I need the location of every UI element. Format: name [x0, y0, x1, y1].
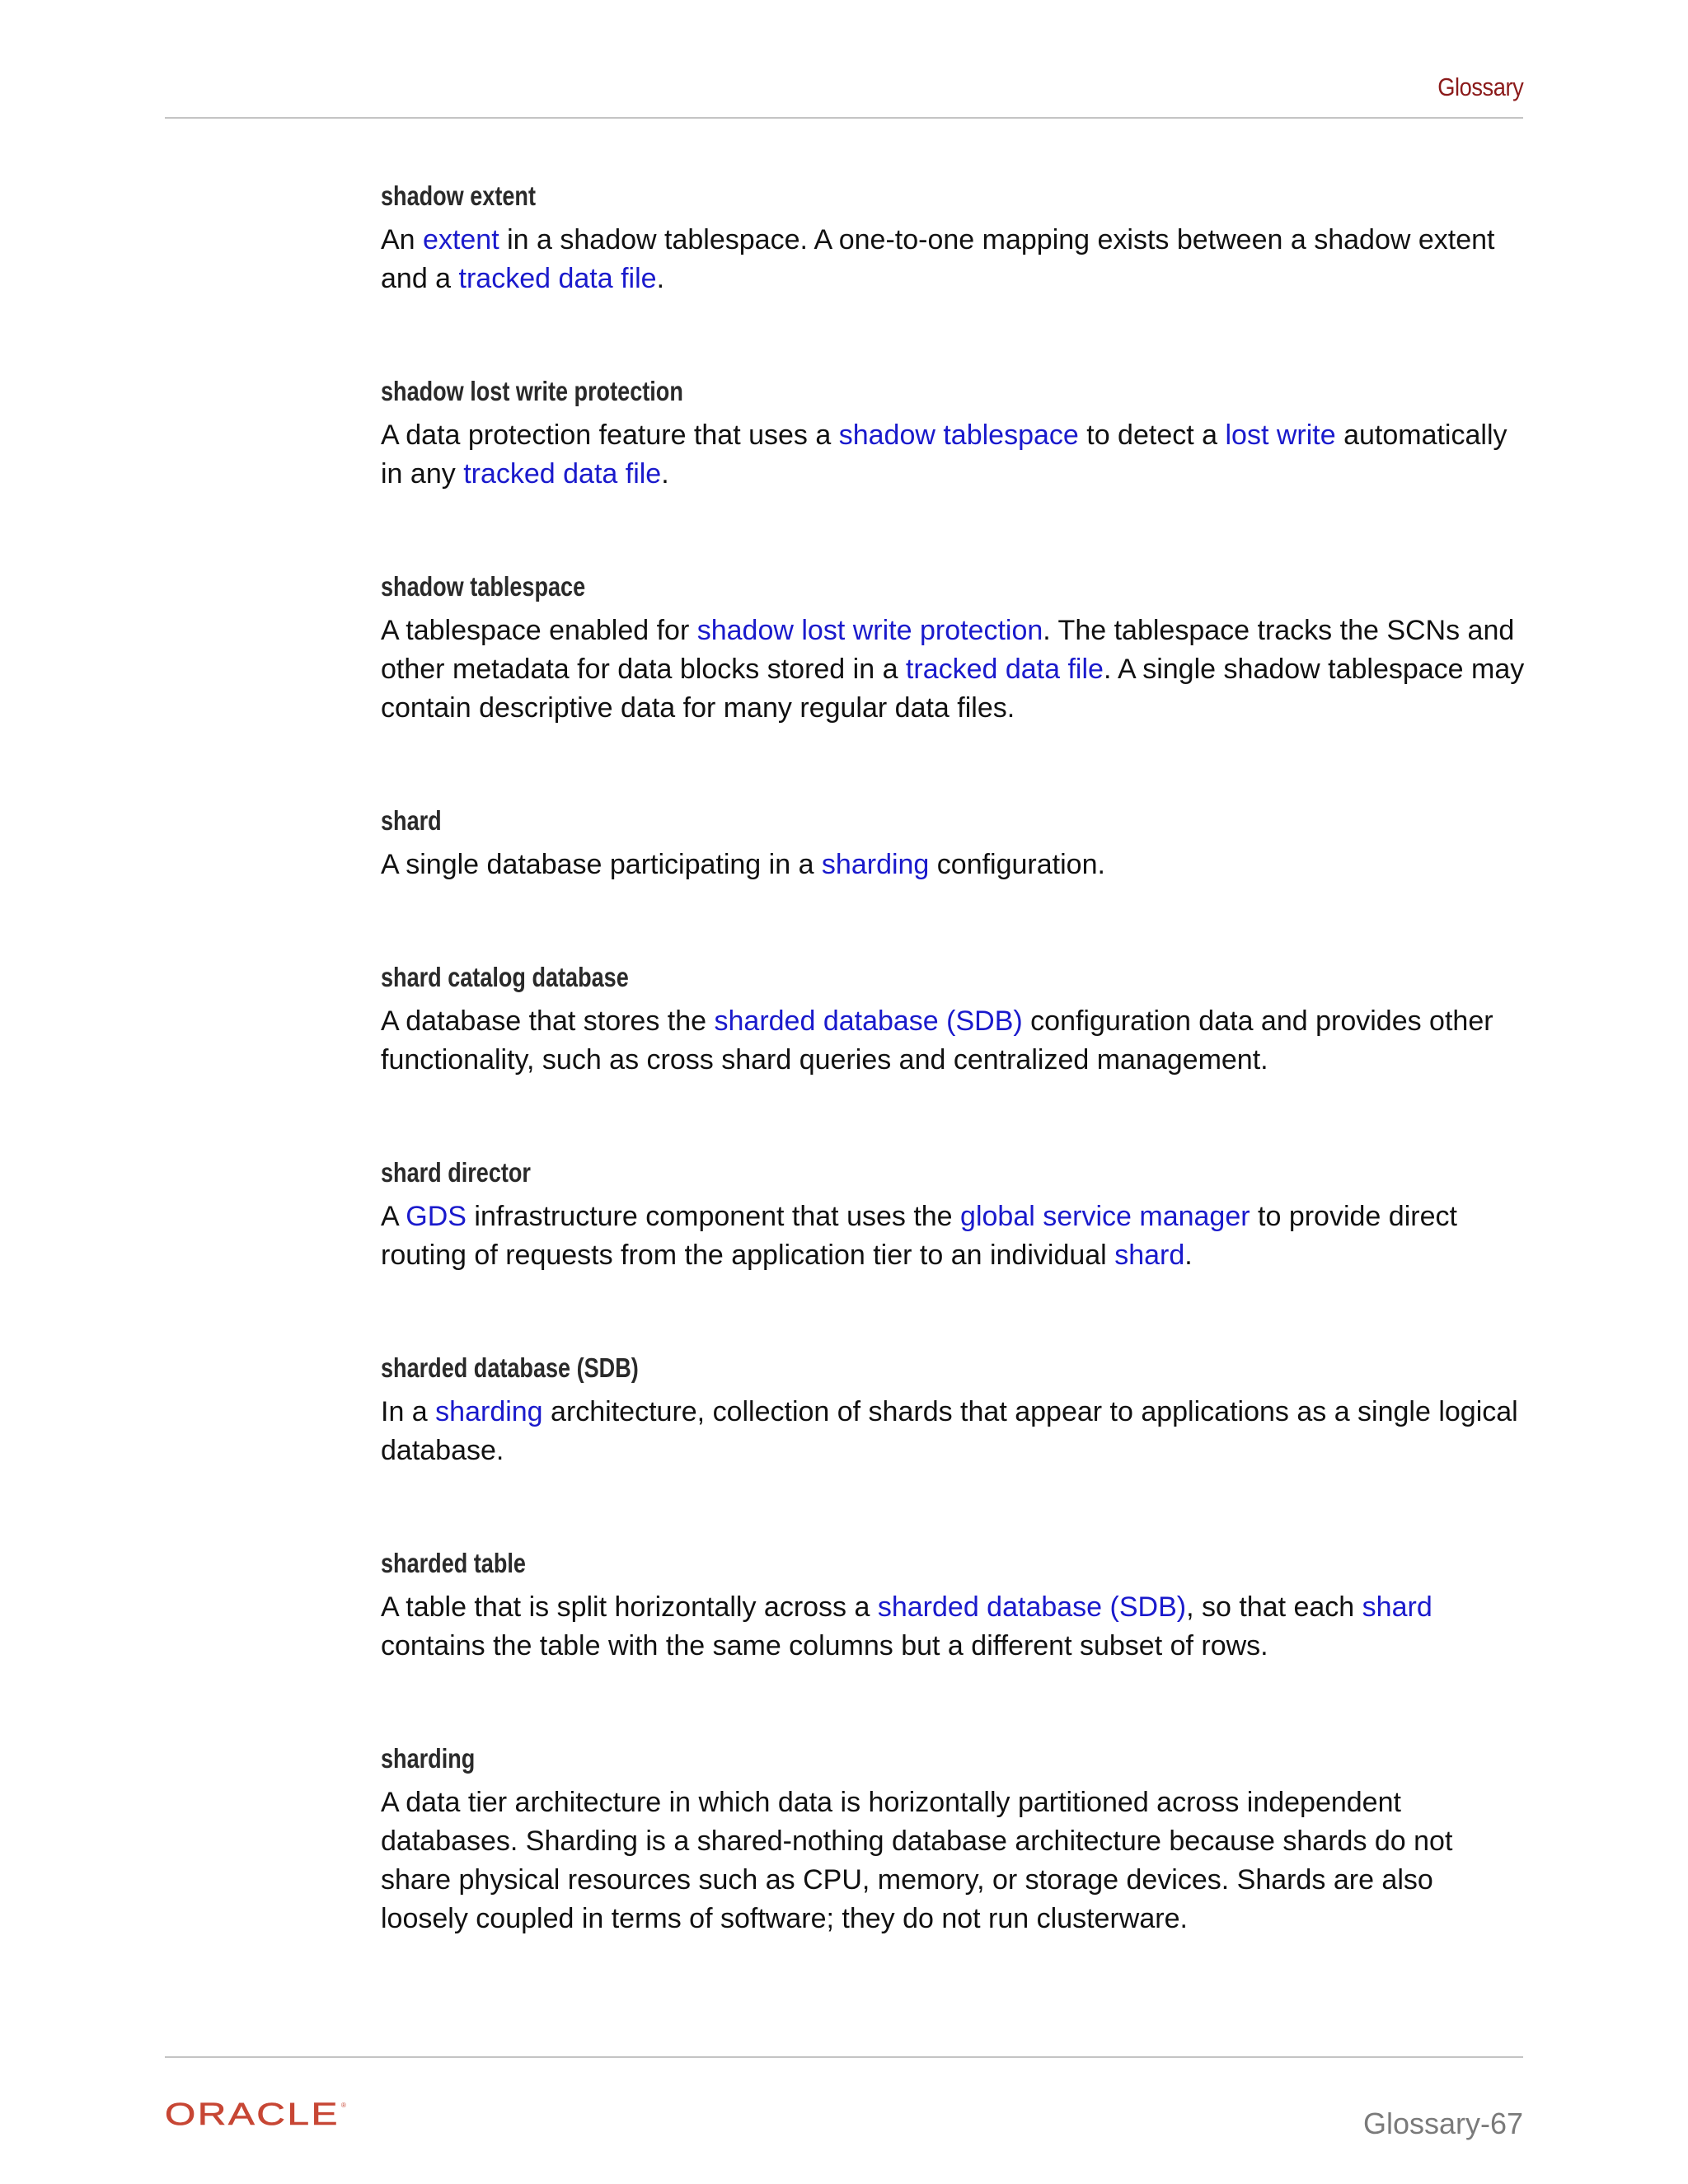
definition-text: A: [381, 1201, 406, 1232]
glossary-term: shard director: [381, 1157, 531, 1188]
definition-text: . The tablespace tracks the SCNs and other metadata for data blocks stored in a: [381, 615, 1515, 685]
definition-text: An: [381, 224, 424, 255]
glossary-definition: [381, 846, 1526, 884]
oracle-logo: [165, 2100, 349, 2132]
definition-text: to provide direct routing of requests from the application tier to an individual: [381, 1201, 1457, 1271]
glossary-entry: [381, 1741, 1526, 1938]
glossary-definition: [381, 612, 1526, 728]
svg-text:ORACLE: ORACLE: [165, 2100, 340, 2128]
glossary-term: sharded table: [381, 1548, 526, 1578]
definition-text: A data tier architecture in which data is horizontally partitioned across independent databases. Sharding is a shared-nothing database architecture because shards do not share physical resources such as CPU, memory, or storage devices. Shards are also loosely coupled in terms of software; they do not run clusterware.: [381, 1787, 1453, 1934]
footer-divider: [165, 2056, 1523, 2058]
glossary-link[interactable]: lost write: [1225, 419, 1336, 451]
header-divider: [165, 117, 1523, 119]
definition-text: configuration data and provides other functionality, such as cross shard queries and centralized management.: [381, 1005, 1493, 1076]
glossary-definition: [381, 416, 1526, 494]
definition-text: A table that is split horizontally across a: [381, 1591, 878, 1623]
glossary-link[interactable]: shard: [1114, 1240, 1185, 1271]
glossary-term: sharded database (SDB): [381, 1352, 639, 1383]
glossary-entry: [381, 1350, 1526, 1470]
definition-text: A database that stores the: [381, 1005, 715, 1037]
definition-text: , so that each: [1186, 1591, 1362, 1623]
glossary-entry: [381, 373, 1526, 494]
glossary-definition: [381, 221, 1526, 298]
glossary-link[interactable]: tracked data file: [463, 458, 662, 490]
definition-text: infrastructure component that uses the: [466, 1201, 961, 1232]
glossary-link[interactable]: GDS: [406, 1201, 467, 1232]
definition-text: .: [1184, 1240, 1193, 1271]
glossary-term: shadow extent: [381, 180, 536, 211]
glossary-definition: [381, 1393, 1526, 1470]
definition-text: in a shadow tablespace. A one-to-one mapping exists between a shadow extent and a: [381, 224, 1495, 294]
glossary-link[interactable]: sharded database (SDB): [714, 1005, 1023, 1037]
glossary-definition: [381, 1783, 1526, 1938]
definition-text: .: [661, 458, 669, 490]
glossary-link[interactable]: extent: [423, 224, 499, 255]
glossary-entry: [381, 178, 1526, 298]
definition-text: architecture, collection of shards that appear to applications as a single logical database.: [381, 1396, 1518, 1466]
glossary-definition: [381, 1197, 1526, 1275]
glossary-link[interactable]: shadow tablespace: [838, 419, 1079, 451]
glossary-entry: [381, 569, 1526, 728]
glossary-entries: [381, 178, 1526, 1938]
glossary-link[interactable]: sharding: [821, 849, 930, 880]
glossary-term: shadow tablespace: [381, 571, 586, 602]
definition-text: to detect a: [1078, 419, 1226, 451]
definition-text: contains the table with the same columns but a different subset of rows.: [381, 1630, 1268, 1661]
glossary-term: shadow lost write protection: [381, 376, 683, 406]
glossary-link[interactable]: tracked data file: [458, 263, 657, 294]
glossary-link[interactable]: sharding: [435, 1396, 543, 1427]
glossary-link[interactable]: shard: [1362, 1591, 1432, 1623]
definition-text: A single database participating in a: [381, 849, 822, 880]
glossary-link[interactable]: shadow lost write protection: [696, 615, 1043, 646]
definition-text: In a: [381, 1396, 436, 1427]
glossary-definition: [381, 1588, 1526, 1666]
glossary-term: sharding: [381, 1743, 476, 1774]
glossary-link[interactable]: sharded database (SDB): [877, 1591, 1187, 1623]
definition-text: .: [656, 263, 665, 294]
definition-text: configuration.: [929, 849, 1105, 880]
glossary-entry: [381, 1545, 1526, 1666]
definition-text: . A single shadow tablespace may contain descriptive data for many regular data files.: [381, 654, 1525, 724]
glossary-link[interactable]: global service manager: [960, 1201, 1250, 1232]
header-section-title: Glossary: [1437, 73, 1523, 101]
glossary-term: shard catalog database: [381, 962, 629, 992]
glossary-entry: [381, 1155, 1526, 1275]
definition-text: A data protection feature that uses a: [381, 419, 839, 451]
glossary-definition: [381, 1002, 1526, 1080]
page-number: Glossary-67: [1362, 2107, 1523, 2140]
glossary-link[interactable]: tracked data file: [905, 654, 1104, 685]
definition-text: automatically in any: [381, 419, 1507, 490]
glossary-entry: [381, 959, 1526, 1080]
glossary-entry: [381, 803, 1526, 884]
svg-text:®: ®: [341, 2102, 346, 2109]
definition-text: A tablespace enabled for: [381, 615, 697, 646]
glossary-term: shard: [381, 805, 442, 836]
